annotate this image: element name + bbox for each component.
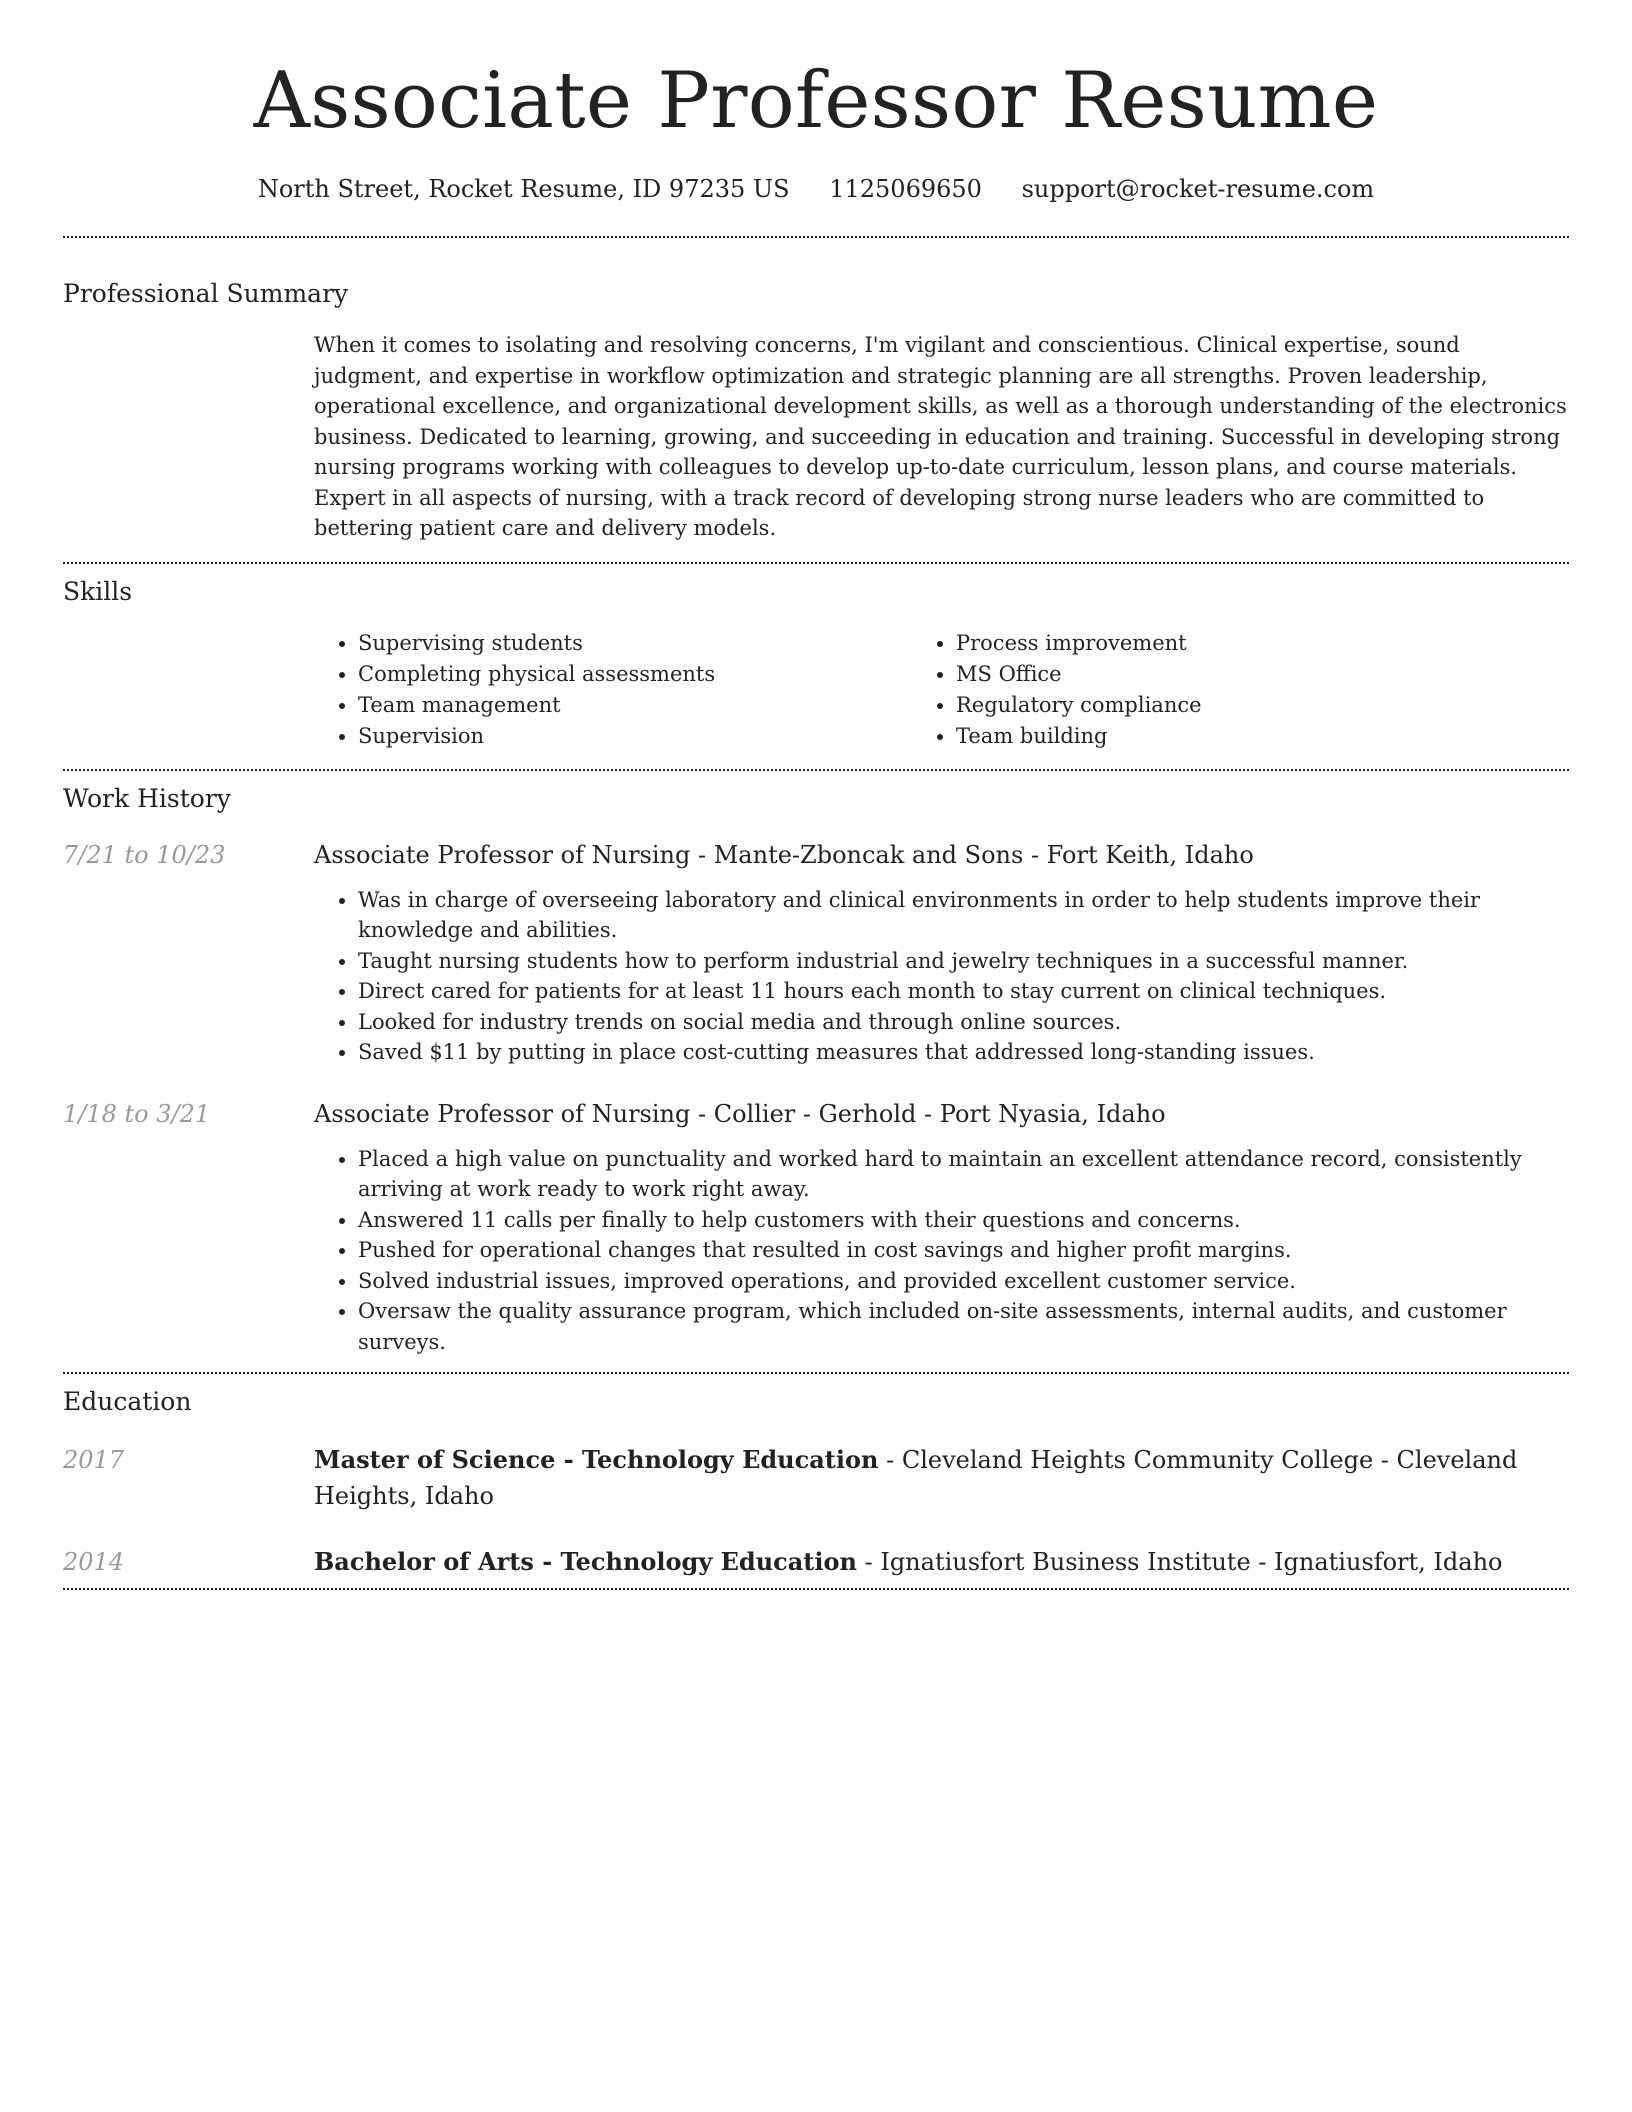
- skills-column-right: [928, 628, 1542, 752]
- skills-list: [314, 628, 1569, 752]
- skill-item: • MS Office: [956, 659, 1542, 690]
- job-entry: [63, 1098, 1569, 1358]
- education-institution: - Cleveland Heights Community College - Cleveland Heights, Idaho: [314, 1446, 1518, 1510]
- skills-row: [63, 608, 1569, 752]
- summary-text: When it comes to isolating and resolving concerns, I'm vigilant and conscientious. Clinical expertise, sound judgment, and expertise in workflow optimization and strategic planning are all strengths. Proven leadership, operational excellence, and organizational development skills, as well as a thorough understanding of the electronics business. Dedicated to learning, growing, and succeeding in education and training. Successful in developing strong nursing programs working with colleagues to develop up-to-date curriculum, lesson plans, and course materials. Expert in all aspects of nursing, with a track record of developing strong nurse leaders who are committed to bettering patient care and delivery models.: [314, 333, 1567, 540]
- job-bullet: • Placed a high value on punctuality and worked hard to maintain an excellent attendance record, consistently arriving at work ready to work right away.: [358, 1144, 1569, 1205]
- job-bullet: • Answered 11 calls per finally to help customers with their questions and concerns.: [358, 1205, 1569, 1236]
- job-bullet: • Looked for industry trends on social media and through online sources.: [358, 1007, 1569, 1038]
- job-dates: 7/21 to 10/23: [63, 840, 226, 869]
- section-divider: [63, 562, 1569, 564]
- job-title: Associate Professor of Nursing - Mante-Zboncak and Sons - Fort Keith, Idaho: [314, 840, 1254, 869]
- skill-item: • Regulatory compliance: [956, 690, 1542, 721]
- contact-phone: 1125069650: [829, 175, 982, 203]
- education-entry: [63, 1544, 1569, 1580]
- education-degree: Master of Science - Technology Education: [314, 1445, 879, 1474]
- section-title-skills: Skills: [63, 576, 133, 606]
- skill-item: • Team building: [956, 721, 1542, 752]
- job-bullet: • Direct cared for patients for at least 11 hours each month to stay current on clinical techniques.: [358, 976, 1569, 1007]
- job-bullet: • Was in charge of overseeing laboratory and clinical environments in order to help students improve their knowledge and abilities.: [358, 885, 1569, 946]
- section-title-summary: Professional Summary: [63, 279, 349, 308]
- section-divider: [63, 236, 1569, 238]
- contact-address: North Street, Rocket Resume, ID 97235 US: [257, 175, 790, 203]
- skill-item: • Completing physical assessments: [358, 659, 928, 690]
- job-bullet: • Oversaw the quality assurance program, which included on-site assessments, internal audits, and customer surveys.: [358, 1296, 1569, 1357]
- job-bullets: [314, 1144, 1569, 1358]
- job-entry: [63, 839, 1569, 1068]
- skill-item: • Process improvement: [956, 628, 1542, 659]
- education-degree: Bachelor of Arts - Technology Education: [314, 1547, 857, 1576]
- contact-email: support@rocket-resume.com: [1021, 175, 1375, 203]
- skill-item: • Supervision: [358, 721, 928, 752]
- skill-item: • Supervising students: [358, 628, 928, 659]
- education-year: 2014: [63, 1548, 125, 1576]
- section-title-education: Education: [63, 1387, 192, 1416]
- section-title-work: Work History: [63, 783, 231, 813]
- contact-info: [63, 174, 1569, 204]
- section-divider: [63, 1588, 1569, 1590]
- education-entry: [63, 1442, 1569, 1514]
- job-dates: 1/18 to 3/21: [63, 1099, 211, 1128]
- job-bullet: • Saved $11 by putting in place cost-cutting measures that addressed long-standing issues.: [358, 1037, 1569, 1068]
- education-details: [314, 1544, 1569, 1580]
- skills-column-left: [314, 628, 928, 752]
- job-bullets: [314, 885, 1569, 1068]
- job-bullet: • Taught nursing students how to perform industrial and jewelry techniques in a successful manner.: [358, 946, 1569, 977]
- skill-item: • Team management: [358, 690, 928, 721]
- section-divider: [63, 769, 1569, 771]
- section-divider: [63, 1372, 1569, 1374]
- job-title: Associate Professor of Nursing - Collier - Gerhold - Port Nyasia, Idaho: [314, 1099, 1166, 1128]
- education-year: 2017: [63, 1446, 125, 1474]
- education-institution: - Ignatiusfort Business Institute - Ignatiusfort, Idaho: [856, 1548, 1503, 1576]
- job-bullet: • Pushed for operational changes that resulted in cost savings and higher profit margins.: [358, 1235, 1569, 1266]
- summary-row: [63, 310, 1569, 544]
- education-details: [314, 1442, 1569, 1514]
- job-bullet: • Solved industrial issues, improved operations, and provided excellent customer service.: [358, 1266, 1569, 1297]
- resume-name: Associate Professor Resume: [253, 56, 1379, 146]
